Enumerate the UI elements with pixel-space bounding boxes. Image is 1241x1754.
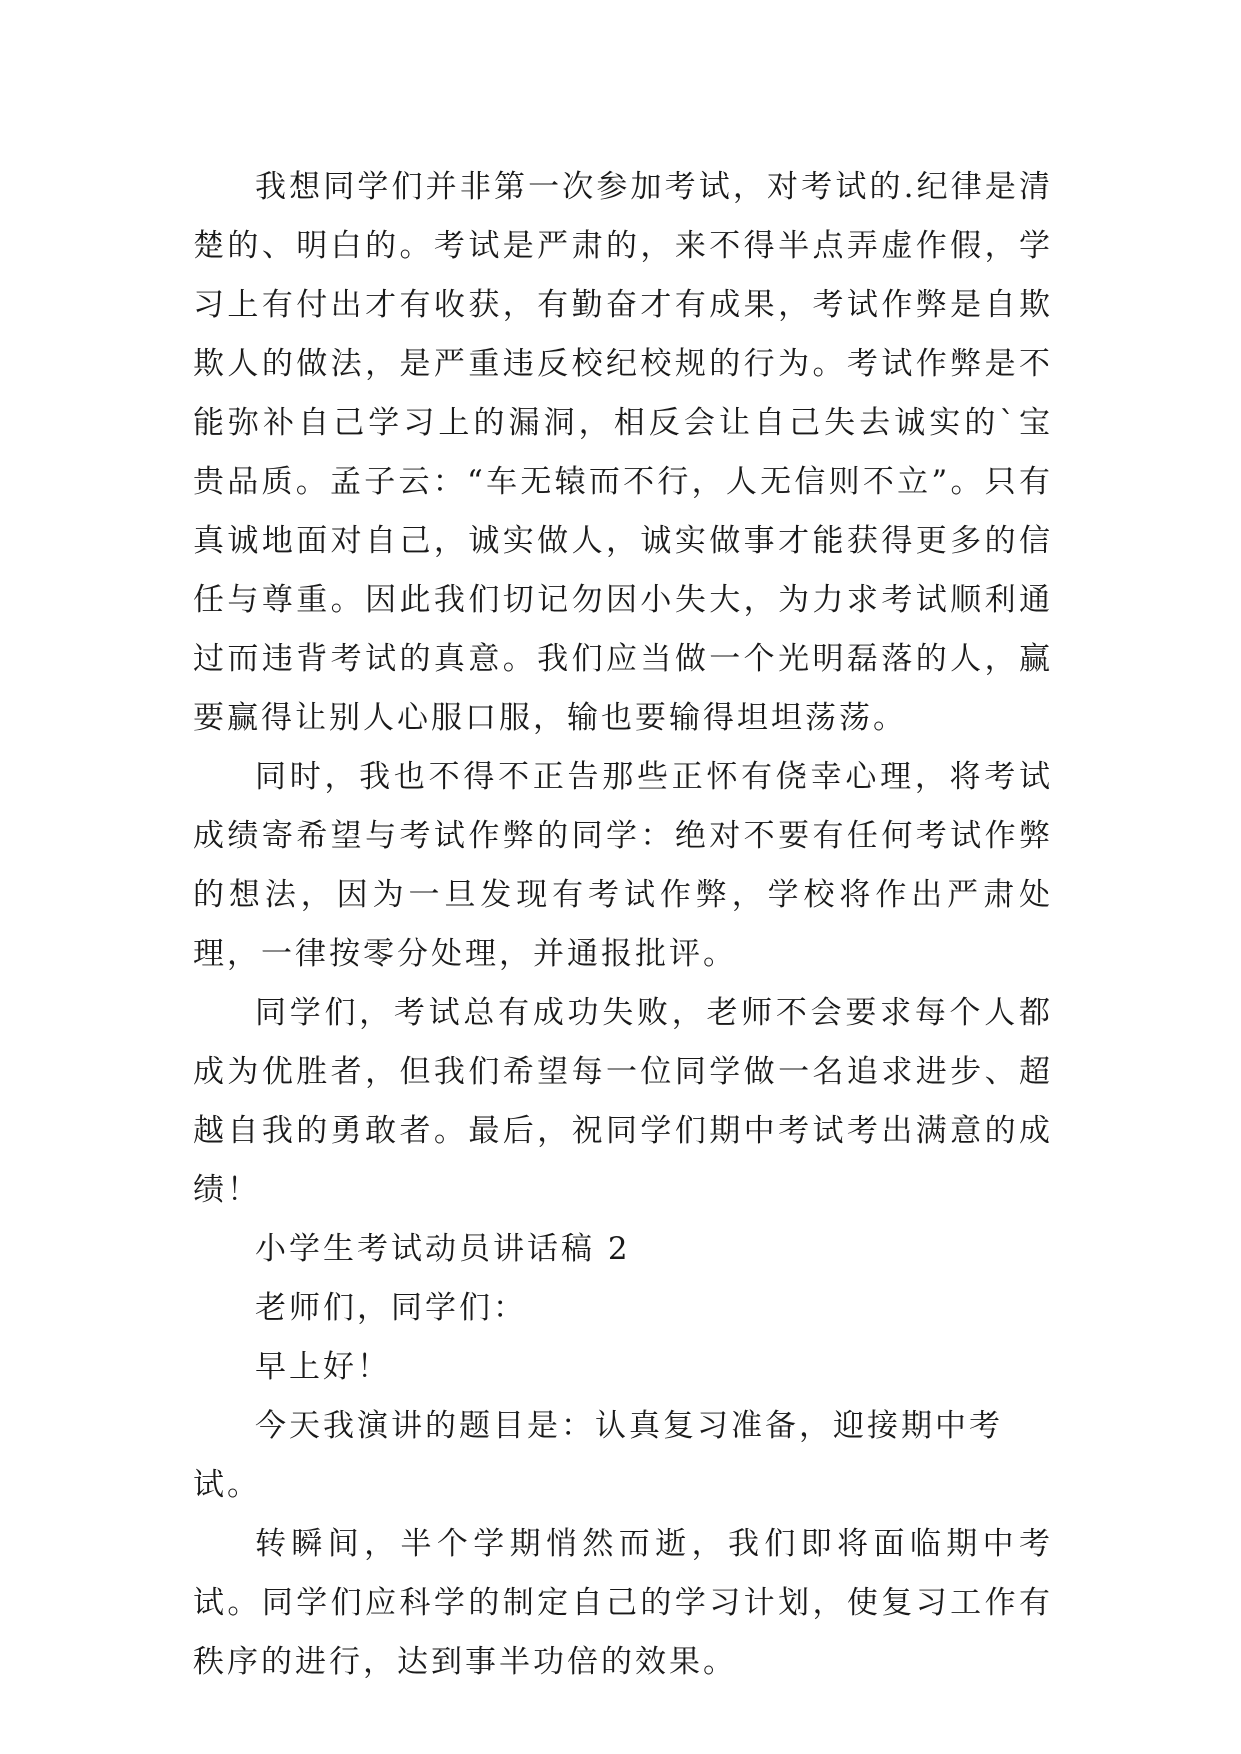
paragraph-warning: 同时，我也不得不正告那些正怀有侥幸心理，将考试成绩寄希望与考试作弊的同学：绝对不要有任何考试作弊的想法，因为一旦发现有考试作弊，学校将作出严肃处理，一律按零分处理，并通报批评。 <box>193 759 1053 972</box>
speech-topic: 今天我演讲的题目是：认真复习准备，迎接期中考试。 <box>193 1408 1003 1503</box>
paragraph-review-plan: 转瞬间，半个学期悄然而逝，我们即将面临期中考试。同学们应科学的制定自己的学习计划，使复习工作有秩序的进行，达到事半功倍的效果。 <box>193 1526 1053 1680</box>
document-body <box>193 158 1053 1692</box>
paragraph-encouragement: 同学们，考试总有成功失败，老师不会要求每个人都成为优胜者，但我们希望每一位同学做一名追求进步、超越自我的勇敢者。最后，祝同学们期中考试考出满意的成绩！ <box>193 995 1053 1208</box>
section-title: 小学生考试动员讲话稿 2 <box>255 1231 631 1267</box>
paragraph-exam-integrity: 我想同学们并非第一次参加考试，对考试的.纪律是清楚的、明白的。考试是严肃的，来不得半点弄虚作假，学习上有付出才有收获，有勤奋才有成果，考试作弊是自欺欺人的做法，是严重违反校纪校规的行为。考试作弊是不能弥补自己学习上的漏洞，相反会让自己失去诚实的`宝贵品质。孟子云：“车无辕而不行，人无信则不立”。只有真诚地面对自己，诚实做人，诚实做事才能获得更多的信任与尊重。因此我们切记勿因小失大，为力求考试顺利通过而违背考试的真意。我们应当做一个光明磊落的人，赢要赢得让别人心服口服，输也要输得坦坦荡荡。 <box>193 169 1053 736</box>
salutation: 老师们，同学们： <box>255 1290 527 1326</box>
greeting: 早上好！ <box>255 1349 391 1385</box>
